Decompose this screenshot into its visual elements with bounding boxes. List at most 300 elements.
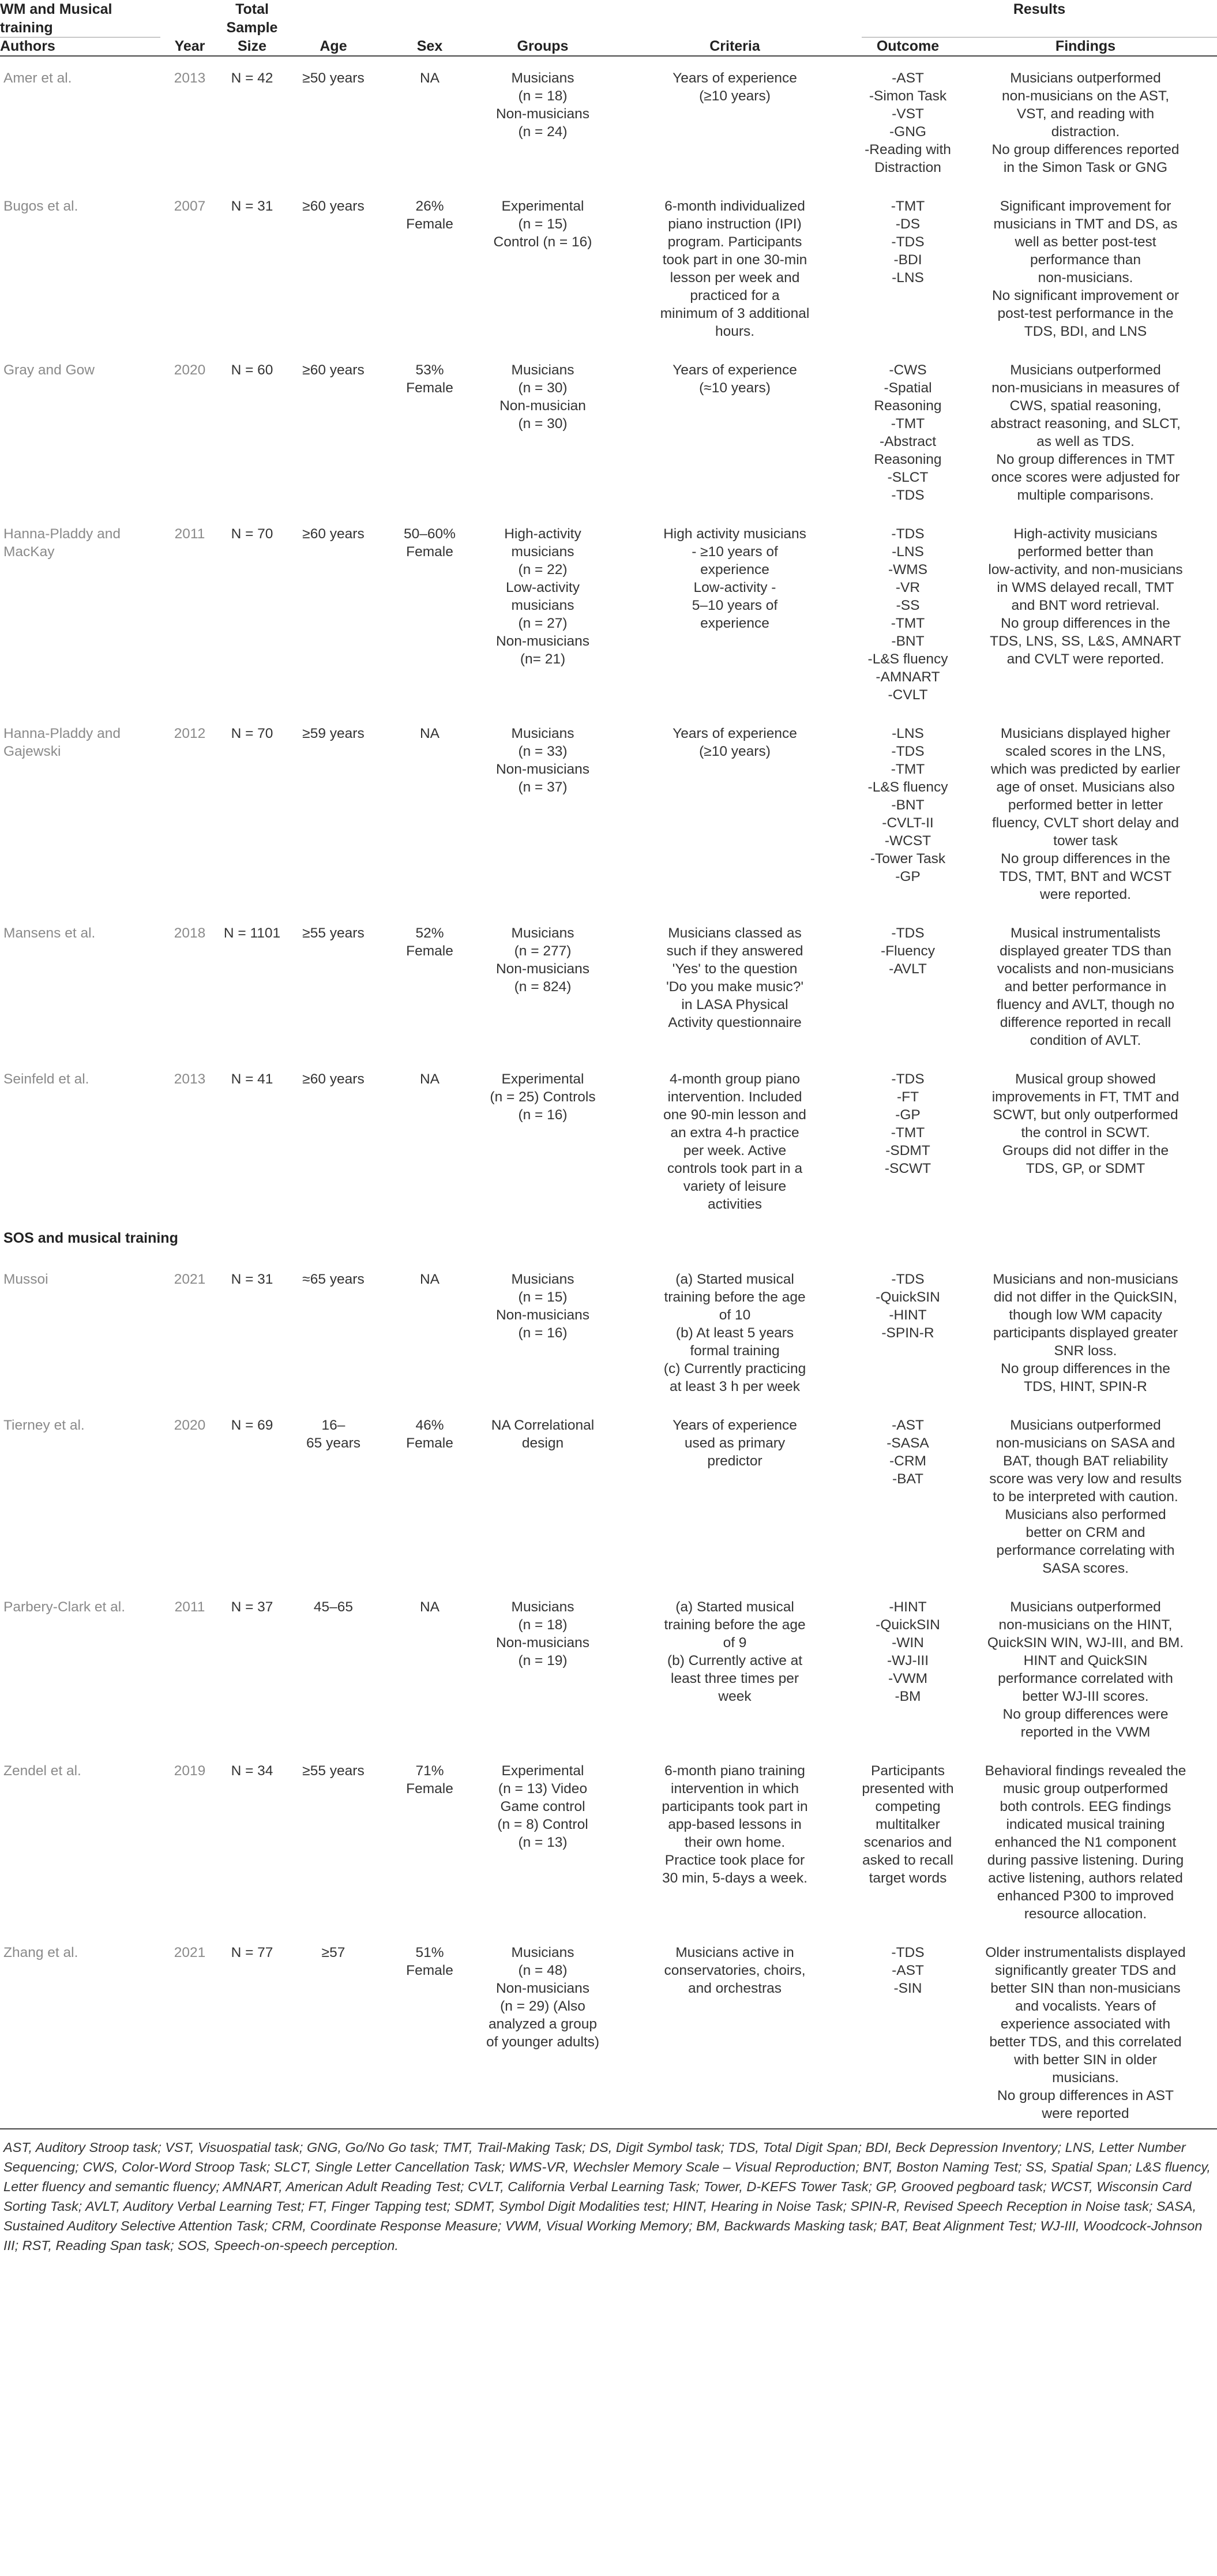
findings-cell — [954, 912, 1217, 1058]
cell-line: (a) Started musical — [675, 1599, 794, 1615]
sex-cell — [382, 185, 478, 348]
author-cell — [0, 1931, 160, 2129]
outcome-cell — [862, 1749, 954, 1931]
cell-line: Groups did not differ in the — [1002, 1143, 1169, 1158]
cell-line: training before the age — [664, 1289, 806, 1305]
cell-line: activities — [708, 1197, 762, 1212]
cell-line: -QuickSIN — [876, 1289, 940, 1305]
age-cell — [285, 1585, 382, 1749]
col-outcome: Outcome — [876, 38, 940, 54]
cell-line: (n = 30) — [518, 416, 568, 432]
cell-line: Tierney et al. — [3, 1418, 85, 1433]
age-cell — [285, 56, 382, 185]
cell-line: (n = 25) Controls — [490, 1089, 596, 1105]
cell-line: Musicians — [511, 1272, 574, 1287]
cell-line: -TDS — [891, 925, 925, 941]
cell-line: -WMS — [888, 562, 928, 578]
cell-line: 71% — [415, 1763, 444, 1779]
cell-line: N = 69 — [231, 1418, 273, 1433]
header-top-row — [0, 0, 1217, 38]
cell-line: -VWM — [888, 1671, 928, 1686]
cell-line: BAT, though BAT reliability — [1003, 1453, 1168, 1469]
cell-line: No significant improvement or — [991, 288, 1180, 303]
findings-cell — [954, 1404, 1217, 1585]
cell-line: No group differences reported — [991, 142, 1180, 158]
findings-cell — [954, 1258, 1217, 1404]
cell-line: app-based lessons in — [668, 1817, 802, 1832]
cell-line: ≥55 years — [302, 925, 365, 941]
cell-line: Non-musicians — [495, 1981, 590, 1996]
cell-line: (n = 15) — [518, 216, 568, 232]
cell-line: Musicians outperformed — [1010, 1418, 1161, 1433]
cell-line: (b) At least 5 years — [675, 1325, 794, 1341]
cell-line: 26% — [415, 198, 444, 214]
size-cell — [219, 512, 285, 712]
sex-cell — [382, 1404, 478, 1585]
cell-line: -BM — [895, 1689, 921, 1704]
cell-line: -CVLT — [888, 687, 928, 703]
year-cell — [160, 1749, 219, 1931]
cell-line: High activity musicians — [663, 526, 806, 542]
cell-line: TDS, LNS, SS, L&S, AMNART — [990, 633, 1181, 649]
table-row — [0, 185, 1217, 348]
cell-line: Years of experience — [673, 726, 797, 741]
table-row — [0, 512, 1217, 712]
cell-line: (n = 15) — [518, 1289, 568, 1305]
cell-line: (n = 30) — [518, 380, 568, 396]
cell-line: design — [521, 1435, 564, 1451]
cell-line: (n = 29) (Also — [500, 1998, 585, 2014]
cell-line: score was very low and results — [989, 1471, 1182, 1487]
cell-line: TDS, TMT, BNT and WCST — [999, 869, 1172, 884]
cell-line: -WJ-III — [887, 1653, 929, 1668]
cell-line: better SIN than non-musicians — [990, 1981, 1181, 1996]
cell-line: age of onset. Musicians also — [996, 779, 1175, 795]
criteria-cell — [608, 712, 862, 912]
author-cell — [0, 512, 160, 712]
cell-line: -TDS — [891, 1071, 925, 1087]
cell-line: experience — [700, 616, 769, 631]
cell-line: conservatories, choirs, — [664, 1963, 806, 1978]
cell-line: Non-musicians — [495, 633, 590, 649]
cell-line: Control (n = 16) — [493, 234, 592, 250]
cell-line: Reasoning — [874, 452, 942, 467]
cell-line: Distraction — [874, 160, 941, 175]
cell-line: hours. — [715, 324, 755, 339]
cell-line: Musicians — [511, 362, 574, 378]
cell-line: used as primary — [684, 1435, 786, 1451]
col-groups: Groups — [517, 38, 569, 54]
size-cell — [219, 56, 285, 185]
cell-line: such if they answered — [666, 943, 803, 959]
cell-line: TDS, GP, or SDMT — [1026, 1161, 1145, 1176]
year-cell — [160, 185, 219, 348]
cell-line: scaled scores in the LNS, — [1005, 744, 1166, 759]
cell-line: Gajewski — [3, 744, 61, 759]
cell-line: 46% — [415, 1418, 444, 1433]
year-cell — [160, 1585, 219, 1749]
cell-line: -SASA — [887, 1435, 929, 1451]
cell-line: 45–65 — [313, 1599, 354, 1615]
cell-line: distraction. — [1051, 124, 1120, 140]
cell-line: -VST — [892, 106, 924, 122]
author-cell — [0, 1404, 160, 1585]
cell-line: -SS — [896, 598, 920, 613]
sex-cell — [382, 56, 478, 185]
author-cell — [0, 185, 160, 348]
cell-line: in WMS delayed recall, TMT — [997, 580, 1174, 595]
sex-cell — [382, 1258, 478, 1404]
cell-line: though low WM capacity — [1009, 1307, 1162, 1323]
col-authors: Authors — [0, 38, 55, 54]
cell-line: 2018 — [174, 925, 206, 941]
cell-line: Experimental — [501, 1763, 584, 1779]
age-cell — [285, 1404, 382, 1585]
cell-line: QuickSIN WIN, WJ-III, and BM. — [987, 1635, 1184, 1651]
cell-line: Hanna-Pladdy and — [3, 526, 121, 542]
cell-line: Experimental — [501, 198, 584, 214]
cell-line: -WIN — [892, 1635, 924, 1651]
cell-line: Female — [406, 380, 453, 396]
cell-line: competing — [875, 1799, 941, 1814]
cell-line: well as better post-test — [1015, 234, 1156, 250]
cell-line: N = 42 — [231, 70, 273, 86]
outcome-cell — [862, 185, 954, 348]
age-cell — [285, 1931, 382, 2129]
cell-line: Low-activity — [506, 580, 580, 595]
cell-line: of 9 — [723, 1635, 747, 1651]
cell-line: ≥60 years — [302, 362, 365, 378]
cell-line: (n = 24) — [518, 124, 568, 140]
cell-line: non-musicians. — [1038, 270, 1133, 286]
cell-line: (n = 277) — [514, 943, 572, 959]
cell-line: were reported — [1042, 2106, 1129, 2121]
table-footnote: AST, Auditory Stroop task; VST, Visuospatial task; GNG, Go/No Go task; TMT, Trail-Making Task; DS, Digit Symbol task; TDS, Total Digit Span; BDI, Beck Depression Inventory; LNS, Letter Number Sequencing; CWS, Color-Word Stroop Task; SLCT, Single Letter Cancellation Task; WMS-VR, Wechsler Memory Scale – Visual Reproduction; BNT, Boston Naming Test; SS, Spatial Span; L&S fluency, Letter fluency and semantic fluency; AMNART, American Adult Reading Test; CVLT, California Verbal Learning Task; Tower, D-KEFS Tower Task; GP, Grooved pegboard task; WCST, Wisconsin Card Sorting Task; AVLT, Auditory Verbal Learning Test; FT, Finger Tapping test; SDMT, Symbol Digit Modalities test; HINT, Hearing in Noise Task; SPIN-R, Revised Speech Reception in Noise task; SASA, Sustained Auditory Selective Attention Task; CRM, Coordinate Response Measure; VWM, Visual Working Memory; BM, Backwards Masking task; BAT, Beat Alignment Test; WJ-III, Woodcock-Johnson III; RST, Reading Span task; SOS, Speech-on-speech perception. — [3, 2140, 1211, 2253]
cell-line: program. Participants — [667, 234, 802, 250]
groups-cell — [478, 1931, 608, 2129]
cell-line: -WCST — [884, 833, 931, 849]
cell-line: -CWS — [889, 362, 927, 378]
cell-line: VST, and reading with — [1016, 106, 1155, 122]
sos-section-body — [0, 1258, 1217, 2129]
cell-line: 5–10 years of — [692, 598, 778, 613]
author-cell — [0, 1749, 160, 1931]
size-cell — [219, 1404, 285, 1585]
cell-line: NA — [419, 1071, 440, 1087]
sex-cell — [382, 1585, 478, 1749]
cell-line: experience associated with — [1000, 2016, 1171, 2032]
cell-line: Activity questionnaire — [668, 1015, 802, 1030]
table-row — [0, 1585, 1217, 1749]
cell-line: indicated musical training — [1006, 1817, 1165, 1832]
cell-line: (n = 13) Video — [498, 1781, 588, 1797]
findings-cell — [954, 185, 1217, 348]
cell-line: minimum of 3 additional — [660, 306, 810, 321]
cell-line: Female — [406, 943, 453, 959]
cell-line: (n= 21) — [520, 651, 566, 667]
cell-line: -BNT — [891, 797, 925, 813]
cell-line: 2013 — [174, 1071, 206, 1087]
cell-line: better WJ-III scores. — [1022, 1689, 1149, 1704]
table-row — [0, 1058, 1217, 1221]
cell-line: Zendel et al. — [3, 1763, 81, 1779]
cell-line: (≈10 years) — [699, 380, 771, 396]
cell-line: Amer et al. — [3, 70, 72, 86]
cell-line: asked to recall — [862, 1853, 953, 1868]
groups-cell — [478, 712, 608, 912]
cell-line: vocalists and non-musicians — [997, 961, 1174, 977]
year-cell — [160, 1931, 219, 2129]
cell-line: predictor — [707, 1453, 762, 1469]
cell-line: 2013 — [174, 70, 206, 86]
cell-line: active listening, authors related — [988, 1870, 1183, 1886]
cell-line: condition of AVLT. — [1030, 1033, 1141, 1048]
findings-cell — [954, 1749, 1217, 1931]
wm-section-body — [0, 56, 1217, 1221]
cell-line: N = 41 — [231, 1071, 273, 1087]
cell-line: non-musicians on the HINT, — [998, 1617, 1173, 1633]
cell-line: Female — [406, 544, 453, 560]
cell-line: N = 1101 — [223, 925, 281, 941]
table-row — [0, 348, 1217, 512]
cell-line: 2020 — [174, 362, 206, 378]
size-cell — [219, 712, 285, 912]
cell-line: Musicians outperformed — [1010, 70, 1161, 86]
cell-line: Practice took place for — [664, 1853, 805, 1868]
author-cell — [0, 712, 160, 912]
cell-line: once scores were adjusted for — [991, 470, 1180, 485]
cell-line: N = 37 — [231, 1599, 273, 1615]
cell-line: ≥60 years — [302, 1071, 365, 1087]
cell-line: multitalker — [876, 1817, 940, 1832]
criteria-cell — [608, 185, 862, 348]
cell-line: -LNS — [892, 544, 924, 560]
cell-line: post-test performance in the — [997, 306, 1174, 321]
cell-line: performance than — [1030, 252, 1141, 268]
cell-line: -TMT — [891, 416, 925, 432]
cell-line: non-musicians on SASA and — [996, 1435, 1175, 1451]
cell-line: N = 31 — [231, 1272, 273, 1287]
cell-line: Musicians — [511, 1599, 574, 1615]
cell-line: enhanced the N1 component — [994, 1835, 1177, 1850]
age-cell — [285, 512, 382, 712]
cell-line: 6-month piano training — [664, 1763, 805, 1779]
cell-line: -TDS — [891, 488, 925, 503]
cell-line: intervention in which — [671, 1781, 799, 1797]
cell-line: difference reported in recall — [1000, 1015, 1171, 1030]
cell-line: experience — [700, 562, 769, 578]
cell-line: abstract reasoning, and SLCT, — [990, 416, 1181, 432]
cell-line: 2019 — [174, 1763, 206, 1779]
cell-line: took part in one 30-min — [662, 252, 807, 268]
cell-line: (n = 18) — [518, 88, 568, 104]
author-cell — [0, 1258, 160, 1404]
outcome-cell — [862, 1258, 954, 1404]
cell-line: ≥59 years — [302, 726, 365, 741]
col-age: Age — [320, 38, 347, 54]
cell-line: N = 34 — [231, 1763, 273, 1779]
cell-line: -Abstract — [879, 434, 937, 449]
cell-line: Musicians and non-musicians — [993, 1272, 1178, 1287]
size-cell — [219, 1585, 285, 1749]
findings-cell — [954, 348, 1217, 512]
cell-line: (n = 27) — [518, 616, 568, 631]
cell-line: presented with — [862, 1781, 954, 1797]
cell-line: MacKay — [3, 544, 55, 560]
cell-line: SCWT, but only outperformed — [993, 1107, 1178, 1123]
cell-line: (n = 824) — [514, 979, 572, 995]
groups-cell — [478, 185, 608, 348]
cell-line: -HINT — [889, 1599, 927, 1615]
criteria-cell — [608, 56, 862, 185]
cell-line: 2021 — [174, 1272, 206, 1287]
sex-cell — [382, 712, 478, 912]
sex-cell — [382, 348, 478, 512]
cell-line: and better performance in — [1004, 979, 1167, 995]
year-cell — [160, 348, 219, 512]
size-cell — [219, 1058, 285, 1221]
cell-line: -L&S fluency — [867, 651, 948, 667]
cell-line: Non-musicians — [495, 961, 590, 977]
cell-line: No group differences in the — [1001, 851, 1170, 867]
cell-line: -HINT — [889, 1307, 927, 1323]
cell-line: 2020 — [174, 1418, 206, 1433]
cell-line: Behavioral findings revealed the — [985, 1763, 1186, 1779]
cell-line: analyzed a group — [489, 2016, 597, 2032]
size-cell — [219, 1258, 285, 1404]
cell-line: -Simon Task — [869, 88, 947, 104]
cell-line: High-activity musicians — [1013, 526, 1158, 542]
criteria-cell — [608, 348, 862, 512]
groups-cell — [478, 348, 608, 512]
cell-line: ≥55 years — [302, 1763, 365, 1779]
cell-line: Years of experience — [673, 1418, 797, 1433]
cell-line: -Fluency — [881, 943, 935, 959]
cell-line: 2007 — [174, 198, 206, 214]
col-size: Size — [237, 38, 267, 54]
sex-cell — [382, 1931, 478, 2129]
cell-line: Zhang et al. — [3, 1945, 78, 1960]
cell-line: in LASA Physical — [681, 997, 788, 1013]
cell-line: performed better in letter — [1008, 797, 1163, 813]
cell-line: Gray and Gow — [3, 362, 95, 378]
criteria-cell — [608, 1931, 862, 2129]
cell-line: musicians in TMT and DS, as — [993, 216, 1178, 232]
cell-line: significantly greater TDS and — [994, 1963, 1177, 1978]
findings-cell — [954, 512, 1217, 712]
cell-line: CWS, spatial reasoning, — [1009, 398, 1162, 414]
year-cell — [160, 912, 219, 1058]
cell-line: Bugos et al. — [3, 198, 78, 214]
cell-line: -TMT — [891, 762, 925, 777]
col-sex: Sex — [416, 38, 443, 54]
criteria-cell — [608, 1749, 862, 1931]
cell-line: NA — [419, 1599, 440, 1615]
cell-line: in the Simon Task or GNG — [1003, 160, 1168, 175]
cell-line: (n = 22) — [518, 562, 568, 578]
groups-cell — [478, 1585, 608, 1749]
age-cell — [285, 1258, 382, 1404]
cell-line: -SLCT — [887, 470, 929, 485]
cell-line: ≥50 years — [302, 70, 365, 86]
cell-line: N = 60 — [231, 362, 273, 378]
cell-line: -DS — [895, 216, 921, 232]
table-row — [0, 1749, 1217, 1931]
cell-line: ≥60 years — [302, 526, 365, 542]
cell-line: target words — [869, 1870, 947, 1886]
cell-line: which was predicted by earlier — [990, 762, 1181, 777]
cell-line: both controls. EEG findings — [1000, 1799, 1171, 1814]
table-row — [0, 1258, 1217, 1404]
cell-line: 30 min, 5-days a week. — [662, 1870, 807, 1886]
age-cell — [285, 1749, 382, 1931]
cell-line: Female — [406, 216, 453, 232]
cell-line: SNR loss. — [1054, 1343, 1117, 1359]
cell-line: music group outperformed — [1003, 1781, 1168, 1797]
cell-line: (a) Started musical — [675, 1272, 794, 1287]
cell-line: (n = 19) — [518, 1653, 568, 1668]
groups-cell — [478, 1058, 608, 1221]
cell-line: Reasoning — [874, 398, 942, 414]
cell-line: 16– — [321, 1418, 345, 1433]
cell-line: NA — [419, 1272, 440, 1287]
outcome-cell — [862, 512, 954, 712]
cell-line: No group differences were — [1002, 1707, 1169, 1722]
cell-line: did not differ in the QuickSIN, — [993, 1289, 1178, 1305]
cell-line: Musicians classed as — [668, 925, 802, 941]
size-cell — [219, 912, 285, 1058]
sex-cell — [382, 1058, 478, 1221]
criteria-cell — [608, 1058, 862, 1221]
cell-line: week — [718, 1689, 752, 1704]
table-row — [0, 712, 1217, 912]
cell-line: 53% — [415, 362, 444, 378]
cell-line: NA — [419, 726, 440, 741]
cell-line: Musicians — [511, 70, 574, 86]
cell-line: reported in the VWM — [1020, 1724, 1151, 1740]
cell-line: ≈65 years — [302, 1272, 365, 1287]
criteria-cell — [608, 1585, 862, 1749]
cell-line: N = 70 — [231, 726, 273, 741]
cell-line: per week. Active — [683, 1143, 787, 1158]
author-cell — [0, 348, 160, 512]
cell-line: performance correlated with — [998, 1671, 1173, 1686]
col-year: Year — [174, 38, 205, 54]
cell-line: 50–60% — [404, 526, 456, 542]
cell-line: as well as TDS. — [1036, 434, 1135, 449]
cell-line: 4-month group piano — [669, 1071, 801, 1087]
cell-line: of 10 — [719, 1307, 751, 1323]
cell-line: -AST — [892, 70, 924, 86]
cell-line: -LNS — [892, 726, 924, 741]
cell-line: 2011 — [174, 1599, 205, 1615]
cell-line: enhanced P300 to improved — [997, 1888, 1174, 1904]
table-row — [0, 1404, 1217, 1585]
cell-line: formal training — [690, 1343, 780, 1359]
cell-line: (n = 18) — [518, 1617, 568, 1633]
cell-line: High-activity — [504, 526, 581, 542]
cell-line: resource allocation. — [1024, 1906, 1147, 1922]
cell-line: -GNG — [889, 124, 926, 140]
cell-line: -VR — [895, 580, 921, 595]
year-cell — [160, 56, 219, 185]
cell-line: better on CRM and — [1026, 1525, 1145, 1540]
cell-line: (n = 13) — [518, 1835, 568, 1850]
cell-line: Non-musicians — [495, 1635, 590, 1651]
criteria-cell — [608, 912, 862, 1058]
cell-line: and CVLT were reported. — [1006, 651, 1165, 667]
header-columns-row — [0, 38, 1217, 57]
